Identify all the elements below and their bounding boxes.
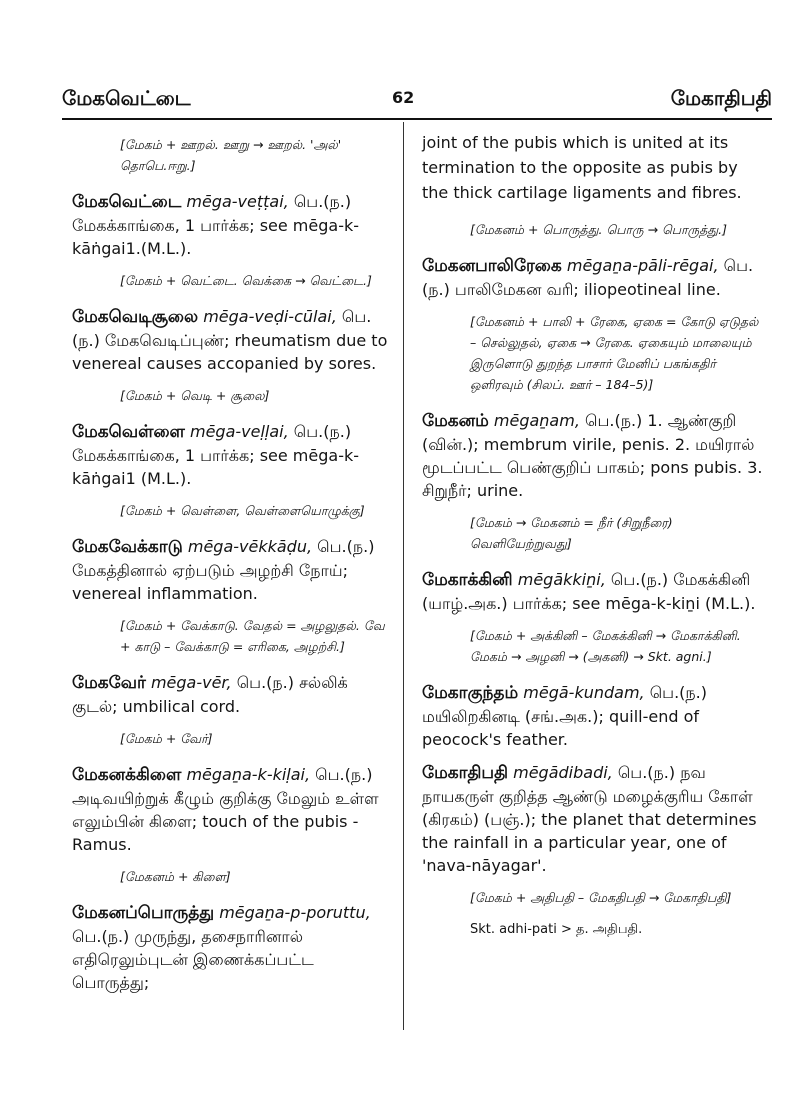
dictionary-entry bbox=[72, 190, 390, 260]
transliteration: mēgā-kundam, bbox=[523, 683, 645, 702]
page-number: 62 bbox=[392, 88, 415, 107]
headword: மேகவெட்டை bbox=[72, 192, 182, 212]
headword: மேகாக்கினி bbox=[422, 570, 513, 590]
sanskrit-note: Skt. adhi-pati > த. அதிபதி. bbox=[470, 922, 643, 937]
dictionary-entry bbox=[422, 254, 766, 301]
definition: பெ.(ந.) சல்லிக் குடல்; umbilical cord. bbox=[72, 673, 348, 716]
headword: மேகனம் bbox=[422, 411, 489, 431]
definition: பெ.(ந.) மேகக்காங்கை, 1 பார்க்க; see mēga-k-kāṅgai1 (M.L.). bbox=[72, 422, 360, 488]
etymology-note: [மேகம் + வெட்டை. வெக்கை → வெட்டை.] bbox=[120, 273, 372, 288]
right-column bbox=[422, 128, 766, 938]
dictionary-entry bbox=[422, 409, 766, 502]
etymology-note: [மேகம் → மேகனம் = நீர் (சிறுநீரை) வெளியேற்றுவது] bbox=[470, 515, 673, 551]
headword: மேகவேக்காடு bbox=[72, 537, 183, 557]
transliteration: mēga-vēkkāḍu, bbox=[187, 537, 313, 556]
entry-continuation: joint of the pubis which is united at its termination to the opposite as pubis by the thick cartilage ligaments and fibres. bbox=[422, 133, 742, 202]
definition: பெ.(ந.) அடிவயிற்றுக் கீழும் குறிக்கு மேலும் உள்ள எலும்பின் கிளை; touch of the pubis - Ramus. bbox=[72, 765, 379, 854]
etymology-note: [மேகனம் + கிளை] bbox=[120, 869, 231, 884]
dictionary-entry bbox=[72, 305, 390, 375]
definition: பெ.(ந.) மேகவெடிப்புண்; rheumatism due to venereal causes accopanied by sores. bbox=[72, 307, 388, 373]
column-divider bbox=[403, 122, 404, 1030]
left-column bbox=[72, 128, 390, 1004]
etymology-note: [மேகனம் + பொருத்து. பொரு → பொருத்து.] bbox=[470, 222, 728, 237]
dictionary-entry bbox=[72, 763, 390, 856]
etymology-note: [மேகம் + வேக்காடு. வேதல் = அழலுதல். வே + காடு – வேக்காடு = எரிகை, அழற்சி.] bbox=[120, 618, 385, 654]
dictionary-entry bbox=[422, 681, 766, 751]
transliteration: mēga-vēr, bbox=[150, 673, 232, 692]
definition: பெ.(ந.) நவ நாயகருள் குறித்த ஆண்டு மழைக்குரிய கோள் (கிரகம்) (பஞ்.); the planet that determines the rainfall in a particular year, one of 'nava-nāyagar'. bbox=[422, 763, 757, 875]
headword: மேகனக்கிளை bbox=[72, 765, 182, 785]
dictionary-entry bbox=[422, 568, 766, 615]
transliteration: mēga-veṭṭai, bbox=[186, 192, 289, 211]
definition: பெ.(ந.) 1. ஆண்குறி (வின்.); membrum virile, penis. 2. மயிரால் மூடப்பட்ட பெண்குறிப் பாகம்; pons pubis. 3. சிறுநீர்; urine. bbox=[422, 411, 763, 500]
transliteration: mēga-veḷḷai, bbox=[189, 422, 289, 441]
etymology-note: [மேகம் + ஊறல். ஊறு → ஊறல். 'அல்' தொபெ.ஈறு.] bbox=[120, 137, 342, 173]
headword: மேகவெள்ளை bbox=[72, 422, 185, 442]
header-rule bbox=[62, 118, 772, 120]
transliteration: mēga-veḍi-cūlai, bbox=[203, 307, 337, 326]
definition: பெ.(ந.) மேகத்தினால் ஏற்படும் அழற்சி நோய்; venereal inflammation. bbox=[72, 537, 375, 603]
transliteration: mēgādibadi, bbox=[513, 763, 613, 782]
etymology-note: [மேகம் + அதிபதி – மேகதிபதி → மேகாதிபதி] bbox=[470, 890, 732, 905]
dictionary-entry bbox=[72, 420, 390, 490]
transliteration: mēgaṉam, bbox=[493, 411, 580, 430]
definition: பெ.(ந.) மயிலிறகினடி (சங்.அக.); quill-end of peocock's feather. bbox=[422, 683, 707, 749]
transliteration: mēgaṉa-pāli-rēgai, bbox=[566, 256, 719, 275]
etymology-note: [மேகம் + வேர்] bbox=[120, 731, 213, 746]
page-header bbox=[62, 86, 772, 122]
etymology-note: [மேகம் + அக்கினி – மேகக்கினி → மேகாக்கினி. மேகம் → அழனி → (அகனி) → Skt. agni.] bbox=[470, 628, 741, 664]
dictionary-entry bbox=[72, 901, 390, 994]
definition: பெ.(ந.) முருந்து, தசைநாரினால் எதிரெலும்புடன் இணைக்கப்பட்ட பொருத்து; bbox=[72, 927, 314, 992]
transliteration: mēgākkiṉi, bbox=[517, 570, 606, 589]
etymology-note: [மேகம் + வெள்ளை, வெள்ளையொழுக்கு] bbox=[120, 503, 365, 518]
headword: மேகாதிபதி bbox=[422, 763, 509, 783]
etymology-note: [மேகம் + வெடி + சூலை] bbox=[120, 388, 270, 403]
headword: மேகவெடிசூலை bbox=[72, 307, 199, 327]
header-right-word: மேகாதிபதி bbox=[670, 86, 772, 110]
headword: மேகனபாலிரேகை bbox=[422, 256, 562, 276]
dictionary-entry bbox=[72, 671, 390, 718]
definition: பெ.(ந.) மேகக்காங்கை, 1 பார்க்க; see mēga-k-kāṅgai1.(M.L.). bbox=[72, 192, 360, 258]
etymology-note: [மேகனம் + பாலி + ரேகை, ஏகை = கோடு ஏடுதல் – செல்லுதல், ஏகை → ரேகை. ஏகையும் மாலையும் இருளொடு துறந்த பாசார் மேனிப் பகங்கதிர் ஒளிரவும் (சிலப். ஊர் – 184–5)] bbox=[470, 314, 759, 392]
headword: மேகனப்பொருத்து bbox=[72, 903, 215, 923]
header-left-word: மேகவெட்டை bbox=[62, 86, 191, 110]
headword: மேகாகுந்தம் bbox=[422, 683, 519, 703]
definition: பெ.(ந.) மேகக்கினி (யாழ்.அக.) பார்க்க; see mēga-k-kiṉi (M.L.). bbox=[422, 570, 756, 613]
transliteration: mēgaṉa-k-kiḷai, bbox=[186, 765, 311, 784]
dictionary-entry bbox=[422, 761, 766, 877]
transliteration: mēgaṉa-p-poruttu, bbox=[219, 903, 371, 922]
headword: மேகவேர் bbox=[72, 673, 146, 693]
dictionary-entry bbox=[72, 535, 390, 605]
definition: பெ.(ந.) பாலிமேகன வரி; iliopeotineal line. bbox=[422, 256, 754, 299]
